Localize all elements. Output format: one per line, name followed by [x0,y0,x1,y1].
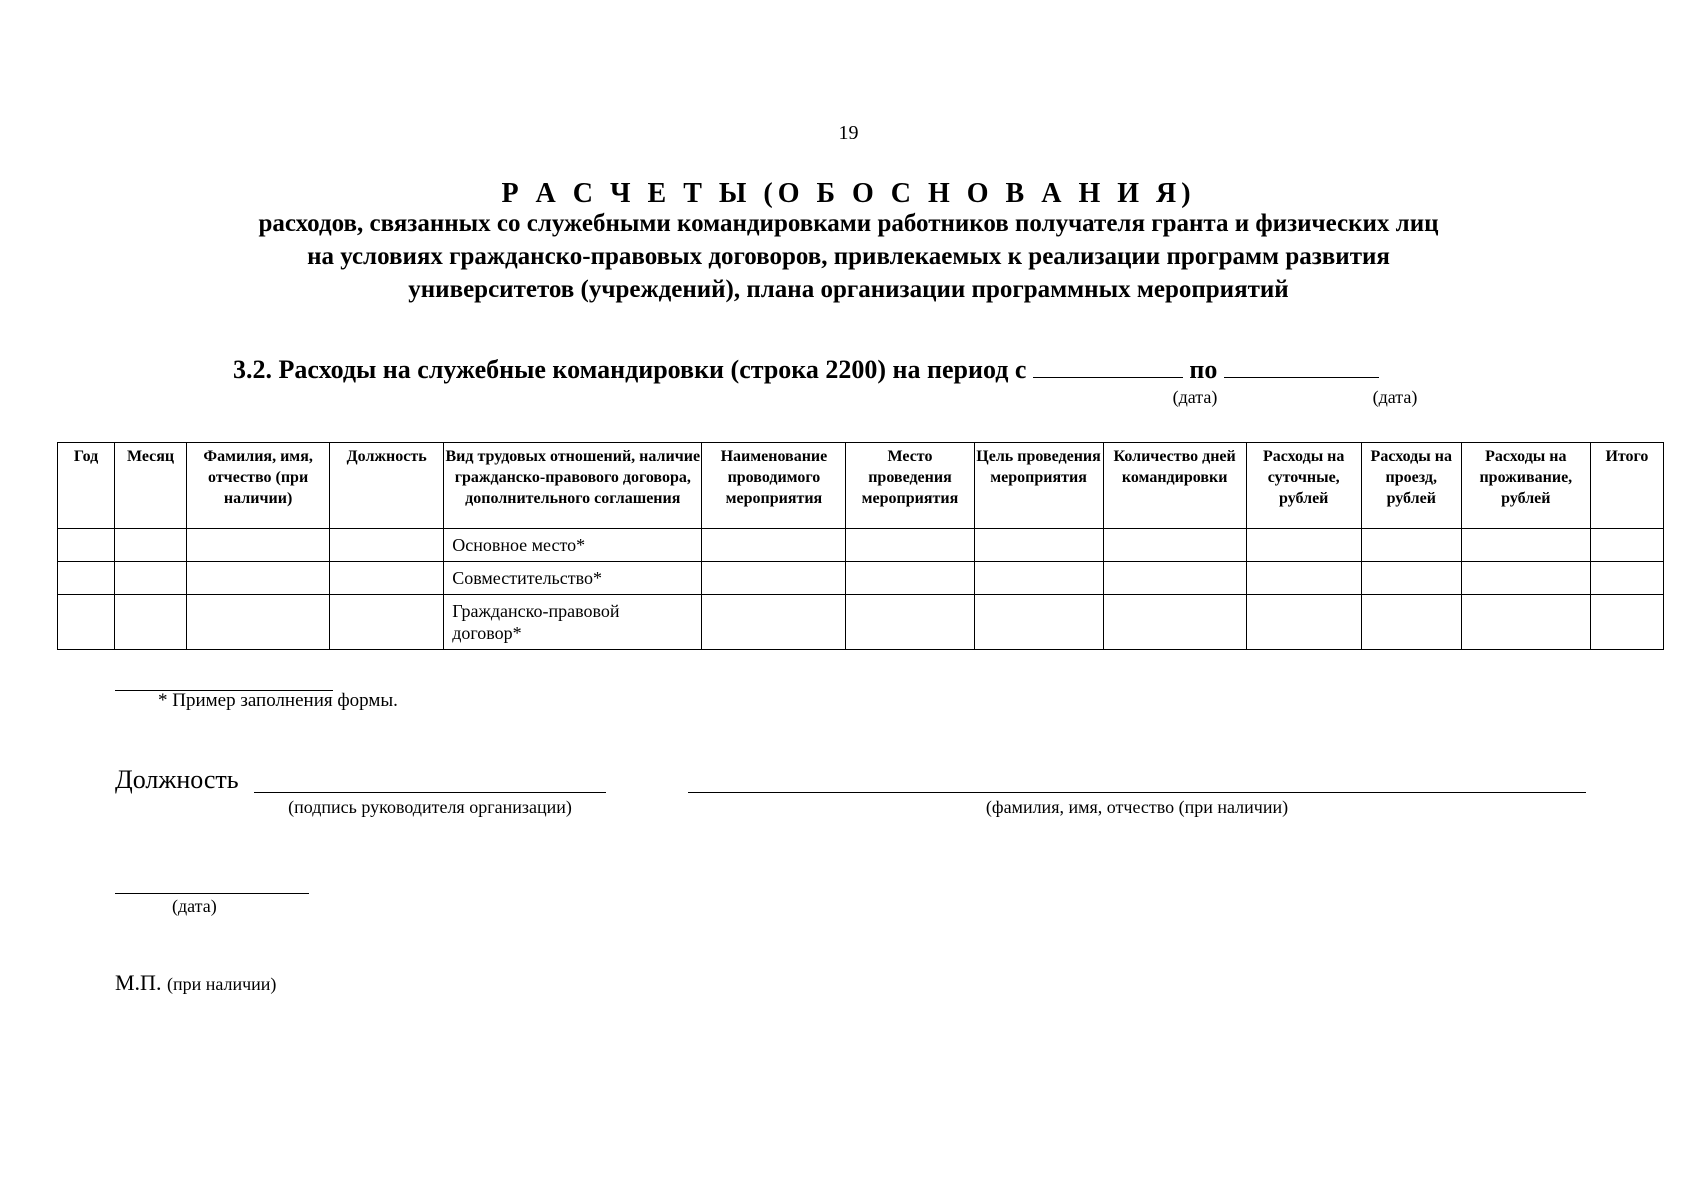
table-cell[interactable] [58,595,115,650]
full-name-line[interactable] [688,792,1586,793]
table-cell[interactable] [58,529,115,562]
table-cell[interactable] [974,562,1103,595]
header-event-name: Наименование проводимого мероприятия [702,443,846,529]
table-cell[interactable] [115,529,187,562]
period-start-blank[interactable] [1033,355,1183,378]
table-cell[interactable] [330,595,444,650]
header-year: Год [58,443,115,529]
table-cell[interactable] [1103,562,1246,595]
table-cell[interactable] [58,562,115,595]
table-cell[interactable] [330,529,444,562]
table-cell[interactable] [187,529,330,562]
section-heading-text: 3.2. Расходы на служебные командировки (строка 2200) на период с [233,355,1027,384]
stamp-label: М.П. [115,970,162,995]
signature-line[interactable] [254,792,606,793]
date-line[interactable] [115,893,309,894]
table-cell[interactable] [846,562,974,595]
header-event-place: Место проведения мероприятия [846,443,974,529]
table-cell[interactable] [1361,529,1461,562]
table-cell[interactable] [702,562,846,595]
document-subtitle [0,207,1697,306]
page-number: 19 [838,122,859,144]
header-per-diem: Расходы на суточные, рублей [1246,443,1361,529]
table-cell[interactable] [187,562,330,595]
section-heading [233,355,1379,385]
table-cell[interactable] [1361,595,1461,650]
table-cell[interactable] [1461,595,1590,650]
period-end-blank[interactable] [1224,355,1379,378]
date-caption: (дата) [172,896,217,916]
position-label: Должность [115,765,239,794]
header-full-name: Фамилия, имя, отчество (при наличии) [187,443,330,529]
table-cell[interactable] [1103,595,1246,650]
table-cell[interactable] [1103,529,1246,562]
table-row [58,562,1664,595]
header-employment-type: Вид трудовых отношений, наличие гражданско-правового договора, дополнительного соглашения [444,443,702,529]
full-name-caption: (фамилия, имя, отчество (при наличии) [985,797,1289,817]
table-cell[interactable] [1590,562,1663,595]
table-cell[interactable] [1461,529,1590,562]
table-header-row [58,443,1664,529]
period-end-caption: (дата) [1372,387,1418,407]
table-cell[interactable] [1361,562,1461,595]
table-cell[interactable]: Гражданско-правовой договор* [444,595,702,650]
table-cell[interactable] [1246,562,1361,595]
table-cell[interactable] [846,529,974,562]
table-cell[interactable]: Совместительство* [444,562,702,595]
header-lodging-cost: Расходы на проживание, рублей [1461,443,1590,529]
header-total: Итого [1590,443,1663,529]
subtitle-line: на условиях гражданско-правовых договоров, привлекаемых к реализации программ развития [307,243,1390,270]
table-cell[interactable] [846,595,974,650]
table-cell[interactable]: Основное место* [444,529,702,562]
header-event-purpose: Цель проведения мероприятия [974,443,1103,529]
table-cell[interactable] [115,595,187,650]
table-cell[interactable] [330,562,444,595]
table-cell[interactable] [974,595,1103,650]
signature-caption: (подпись руководителя организации) [288,797,572,817]
table-cell[interactable] [1590,595,1663,650]
table-cell[interactable] [702,529,846,562]
subtitle-line: расходов, связанных со служебными командировками работников получателя гранта и физических лиц [258,210,1439,237]
header-trip-days: Количество дней командировки [1103,443,1246,529]
stamp-note: (при наличии) [166,974,277,994]
period-start-caption: (дата) [1172,387,1218,407]
header-travel-cost: Расходы на проезд, рублей [1361,443,1461,529]
table-row [58,529,1664,562]
table-cell[interactable] [1590,529,1663,562]
header-month: Месяц [115,443,187,529]
table-cell[interactable] [1246,595,1361,650]
table-cell[interactable] [702,595,846,650]
header-position: Должность [330,443,444,529]
expense-table [57,442,1664,650]
table-cell[interactable] [1461,562,1590,595]
document-title: Р А С Ч Е Т Ы (О Б О С Н О В А Н И Я) [501,178,1196,209]
table-cell[interactable] [115,562,187,595]
subtitle-line: университетов (учреждений), плана организации программных мероприятий [408,276,1289,303]
table-row [58,595,1664,650]
table-cell[interactable] [974,529,1103,562]
footnote: * Пример заполнения формы. [158,690,398,711]
stamp-place [115,970,276,996]
section-to-word: по [1189,355,1218,384]
table-cell[interactable] [1246,529,1361,562]
table-cell[interactable] [187,595,330,650]
